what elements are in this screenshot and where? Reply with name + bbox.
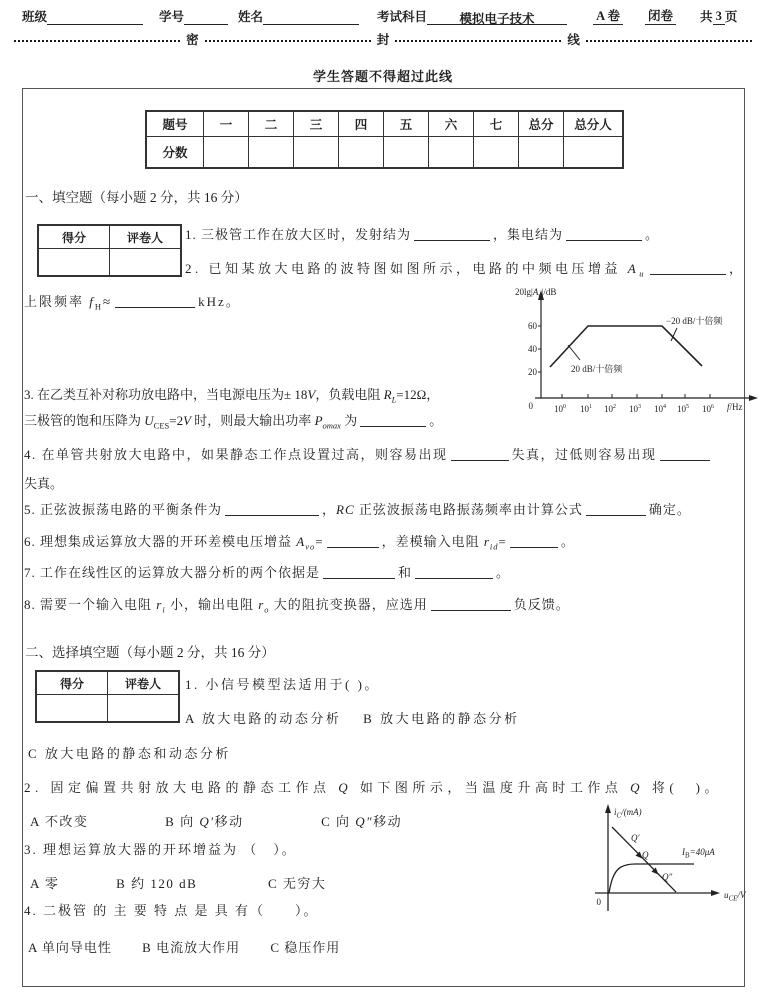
name-blank-line [263, 11, 359, 25]
blank-line [115, 295, 195, 308]
option-a: A 不改变 [30, 814, 89, 829]
s1-question-7: 7. 工作在线性区的运算放大器分析的两个依据是 和 。 [24, 565, 511, 580]
seal-char-feng: 封 [376, 33, 390, 47]
option-b: B 放大电路的静态分析 [363, 711, 520, 726]
seal-char-mi: 密 [186, 33, 199, 47]
class-blank-line [47, 11, 143, 25]
bode-y-tick-20: 20 [528, 367, 537, 377]
subject-label: 考试科目 [377, 10, 428, 24]
s1-question-5: 5. 正弦波振荡电路的平衡条件为 ，RC 正弦波振荡电路振荡频率由计算公式 确定。 [24, 502, 691, 517]
option-c: C 稳压作用 [270, 940, 341, 955]
q-point-plot [583, 801, 765, 929]
pages-suffix: 页 [724, 10, 738, 24]
s1-question-3: 3. 在乙类互补对称功放电路中，当电源电压为± 18V，负载电阻 $R_L=12\Omega$， [24, 387, 440, 405]
qplot-characteristic-curve [609, 864, 694, 893]
score-cell [519, 137, 564, 169]
grade-box-section2 [35, 670, 180, 723]
grader-label: 评卷人 [110, 225, 182, 249]
section2-title: 二、选择填空题（每小题 2 分，共 16 分） [25, 645, 275, 660]
bode-x-tick-label: $10^1$ [580, 404, 592, 414]
grader-entry-cell [108, 695, 180, 723]
qplot-y-axis-arrow [605, 804, 611, 813]
slope-up-leader-line [568, 345, 580, 360]
option-a: A 零 [30, 876, 60, 891]
name-label: 姓名 [238, 10, 264, 24]
score-col-header: 三 [294, 111, 339, 137]
s1-question-4: 4. 在单管共射放大电路中，如果静态工作点设置过高，则容易出现 失真，过低则容易出现 [24, 447, 713, 463]
s1-question-2: 2. 已知某放大电路的波特图如图所示，电路的中频电压增益 $A_u$ ， [185, 261, 746, 279]
blank-line [660, 448, 710, 461]
score-col-header: 五 [384, 111, 429, 137]
student-no-label: 学号 [159, 10, 185, 24]
blank-line [225, 503, 319, 516]
bode-x-axis-label: f/Hz [727, 402, 743, 412]
s1-question-3-line2: 三极管的饱和压降为 $U_{CES}=2V$ 时，则最大输出功率 $P_{omax}$ 为 。 [24, 413, 443, 431]
score-cell [204, 137, 249, 169]
score-cell [384, 137, 429, 169]
blank-line [323, 566, 395, 579]
s2-q1-options-ab [185, 711, 520, 727]
grader-entry-cell [110, 249, 182, 277]
s1-question-4-line2: 失真。 [24, 476, 64, 491]
blank-line [650, 262, 726, 275]
blank-line [360, 414, 426, 427]
s1-question-1: 1. 三极管工作在放大区时，发射结为 ，集电结为 。 [185, 227, 660, 242]
bode-x-tick-label: $10^2$ [604, 404, 616, 414]
score-col-header: 总分人 [564, 111, 624, 137]
qplot-origin-label: 0 [596, 897, 601, 907]
bode-y-axis-label: 20lg|A |/dB [515, 287, 557, 297]
score-cell [339, 137, 384, 169]
score-col-header: 总分 [519, 111, 564, 137]
score-table-value-row [146, 137, 623, 169]
blank-line [510, 535, 558, 548]
subject-value: 模拟电子技术 [427, 9, 567, 25]
s2-q1-option-c: C 放大电路的静态和动态分析 [28, 746, 231, 761]
s2-question-1: 1. 小信号模型法适用于( )。 [185, 677, 380, 692]
ib-curve-label: $I_B=40\mu A$ [682, 847, 715, 860]
seal-line [8, 30, 758, 48]
s2-q3-options [30, 876, 326, 892]
s2-question-4: 4. 二极管 的 主 要 特 点 是 具 有（ ）。 [24, 903, 319, 918]
score-cell [564, 137, 624, 169]
option-a: A 放大电路的动态分析 [185, 711, 342, 726]
blank-line [566, 228, 642, 241]
bode-x-tick-label: $10^0$ [554, 404, 566, 414]
bode-x-axis-arrow [749, 395, 758, 401]
student-no-blank-line [184, 11, 228, 25]
s2-q4-options [28, 940, 340, 956]
bode-x-tick-label: $10^4$ [654, 404, 666, 414]
bode-x-tick-label: $10^6$ [702, 404, 714, 414]
score-label: 得分 [36, 671, 108, 695]
section1-title: 一、填空题（每小题 2 分，共 16 分） [25, 190, 248, 205]
dotted-leader [395, 40, 561, 42]
dotted-leader [586, 40, 752, 42]
q-label: Q [642, 850, 649, 860]
bode-gain-curve [550, 326, 702, 367]
grader-label: 评卷人 [108, 671, 180, 695]
s1-question-6: 6. 理想集成运算放大器的开环差模电压增益 $A_{vo}=$ ，差模输入电阻 $r_{id}=$ 。 [24, 534, 575, 552]
paper-header [22, 6, 758, 25]
option-a: A 单向导电性 [28, 940, 112, 955]
class-label: 班级 [22, 10, 48, 24]
score-label: 得分 [38, 225, 110, 249]
score-cell [474, 137, 519, 169]
slope-down-annotation: −20 dB/十倍频 [666, 316, 723, 326]
score-cell [429, 137, 474, 169]
pages-number: 3 [713, 9, 725, 25]
bode-x-tick-label: $10^3$ [629, 404, 641, 414]
score-col-header: 题号 [146, 111, 204, 137]
seal-char-xian: 线 [567, 33, 580, 47]
q-prime-label: Q′ [631, 833, 640, 843]
bode-plot [503, 283, 765, 425]
paper-version: A 卷 [593, 6, 623, 25]
score-col-header: 二 [249, 111, 294, 137]
blank-line [586, 503, 646, 516]
score-col-header: 四 [339, 111, 384, 137]
bode-y-tick-40: 40 [528, 344, 537, 354]
q-double-prime-label: Q″ [662, 872, 673, 882]
option-b: B 约 120 dB [116, 876, 198, 891]
option-c: C 向 Q″移动 [321, 814, 403, 829]
score-row-label: 分数 [146, 137, 204, 169]
blank-line [431, 598, 511, 611]
score-col-header: 七 [474, 111, 519, 137]
option-b: B 向 Q′移动 [165, 814, 244, 829]
blank-line [451, 448, 509, 461]
s1-question-2-line2: 上限频率 $f_H\approx$ kHz。 [24, 294, 241, 312]
option-c: C 无穷大 [268, 876, 327, 891]
dotted-leader [14, 40, 180, 42]
score-entry-cell [36, 695, 108, 723]
pages-prefix: 共 [700, 10, 713, 24]
score-col-header: 六 [429, 111, 474, 137]
score-col-header: 一 [204, 111, 249, 137]
s2-question-2: 2. 固定偏置共射放大电路的静态工作点 Q 如下图所示，当温度升高时工作点 Q 将( )。 [24, 780, 722, 795]
answer-limit-notice: 学生答题不得超过此线 [312, 69, 453, 84]
dotted-leader [205, 40, 371, 42]
score-table-header-row [146, 111, 623, 137]
score-entry-cell [38, 249, 110, 277]
option-b: B 电流放大作用 [142, 940, 241, 955]
score-cell [249, 137, 294, 169]
slope-up-annotation: 20 dB/十倍频 [571, 364, 623, 374]
s1-question-8: 8. 需要一个输入电阻 $r_i$ 小，输出电阻 $r_o$ 大的阻抗变换器，应选用 负反馈。 [24, 597, 570, 615]
blank-line [327, 535, 379, 548]
bode-origin-label: 0 [528, 401, 533, 411]
blank-line [415, 566, 493, 579]
bode-y-tick-60: 60 [528, 321, 537, 331]
closed-book-label: 闭卷 [645, 6, 676, 25]
qplot-x-axis-arrow [711, 890, 720, 896]
qplot-x-axis-label: $u_{CE}/V$ [724, 890, 746, 903]
bode-x-tick-label: $10^5$ [677, 404, 689, 414]
s2-question-3: 3. 理想运算放大器的开环增益为 （ ）。 [24, 842, 297, 857]
s2-q2-options [30, 814, 402, 830]
blank-line [414, 228, 490, 241]
score-table [145, 110, 624, 169]
grade-box-section1 [37, 224, 182, 277]
qplot-y-axis-label: $i_C/(mA)$ [614, 807, 642, 820]
score-cell [294, 137, 339, 169]
